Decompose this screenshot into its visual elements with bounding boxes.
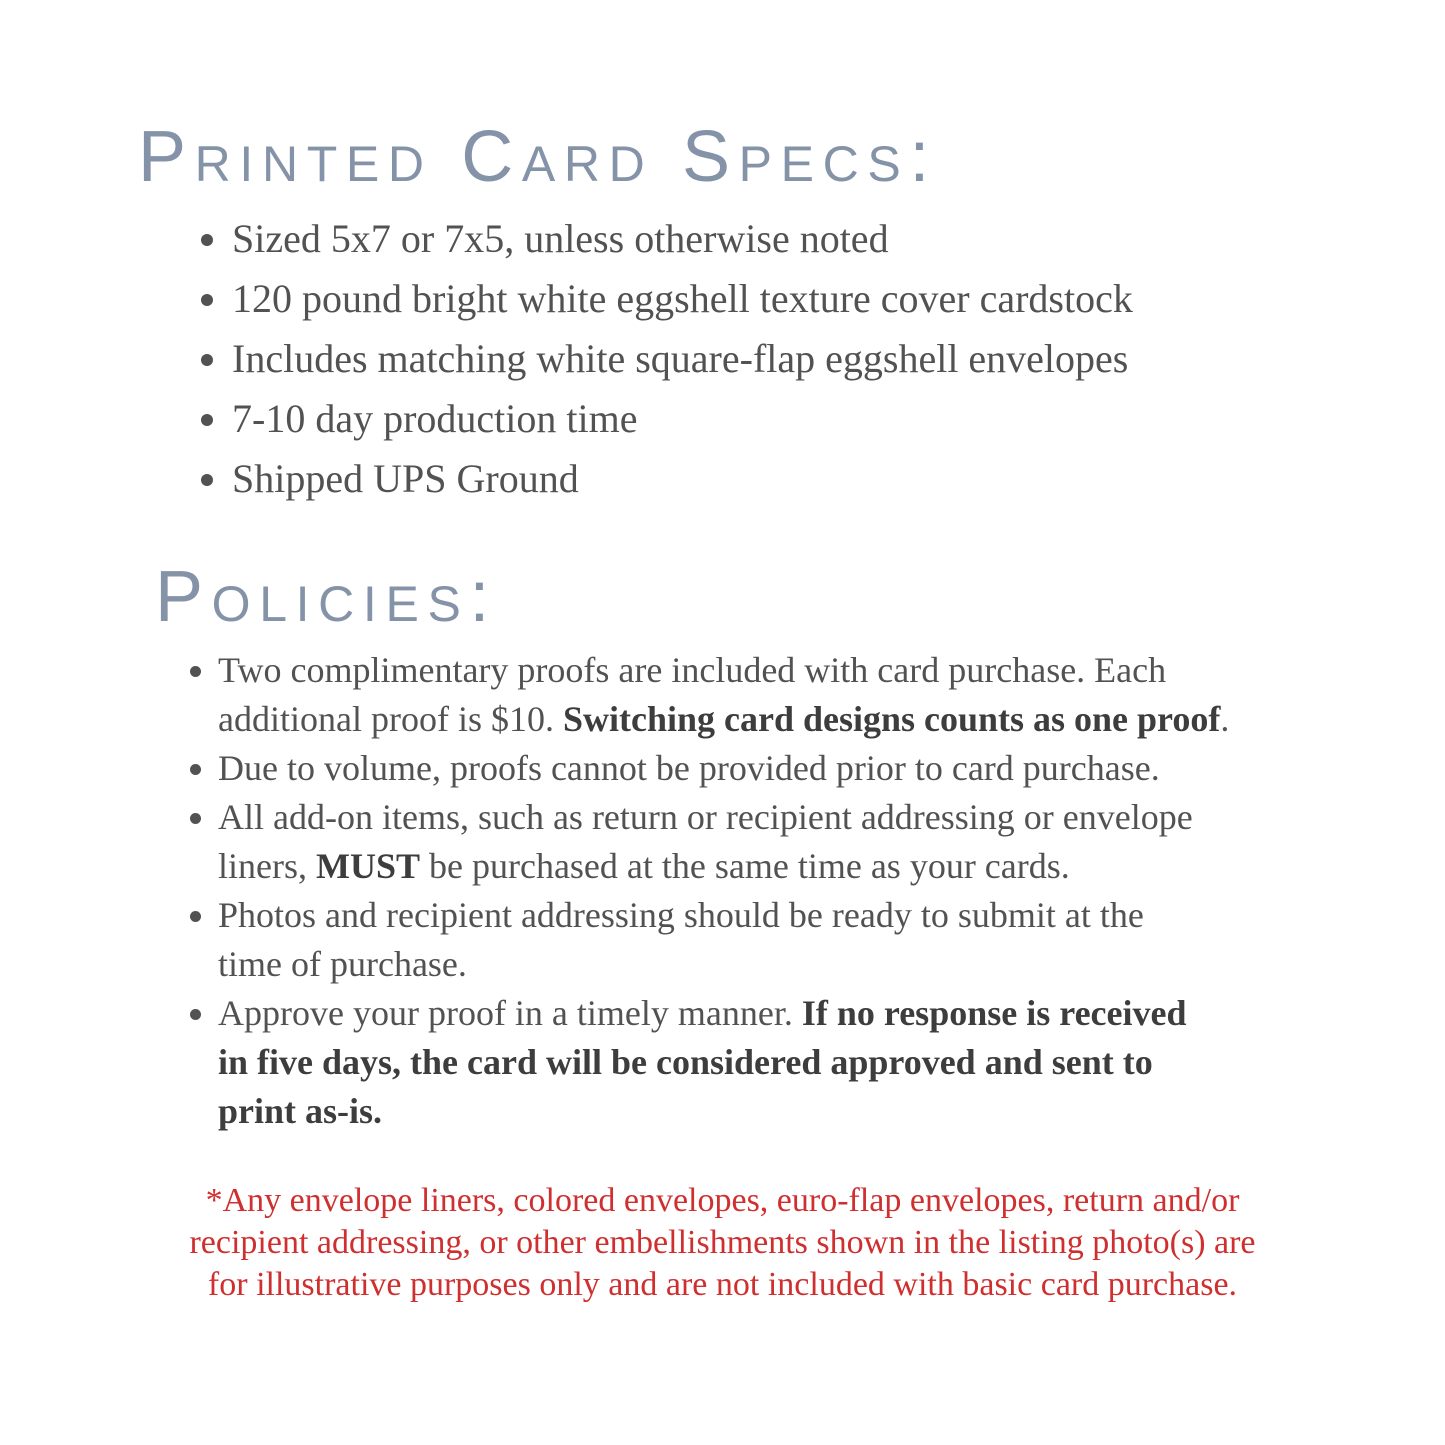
text-line: • Due to volume, proofs cannot be provided prior to card purchase.	[218, 748, 1160, 788]
text-line: in five days, the card will be considered approved and sent to	[218, 1042, 1153, 1082]
text-line: • Shipped UPS Ground	[232, 456, 579, 501]
spec-item	[232, 329, 1352, 389]
text-line: • 120 pound bright white eggshell texture cover cardstock	[232, 276, 1133, 321]
policy-item	[218, 646, 1358, 744]
disclaimer-note	[0, 1180, 1445, 1306]
text-line: • 7-10 day production time	[232, 396, 638, 441]
text-line: for illustrative purposes only and are not included with basic card purchase.	[207, 1266, 1238, 1303]
policy-item	[218, 744, 1358, 793]
text-line: • Approve your proof in a timely manner. If no response is received	[218, 993, 1187, 1033]
spec-item	[232, 209, 1352, 269]
policies-heading: Policies:	[155, 557, 499, 637]
text-line: time of purchase.	[218, 944, 467, 984]
specs-heading: Printed Card Specs:	[138, 117, 939, 197]
text-line: additional proof is $10. Switching card designs counts as one proof.	[218, 699, 1230, 739]
spec-item	[232, 269, 1352, 329]
policy-item	[218, 891, 1358, 989]
text-line: • All add-on items, such as return or recipient addressing or envelope	[218, 797, 1193, 837]
text-line: • Includes matching white square-flap eggshell envelopes	[232, 336, 1129, 381]
text-line: print as-is.	[218, 1091, 383, 1131]
policy-item	[218, 793, 1358, 891]
specs-list	[0, 209, 1352, 509]
spec-item	[232, 449, 1352, 509]
spec-item	[232, 389, 1352, 449]
text-line: • Photos and recipient addressing should be ready to submit at the	[218, 895, 1144, 935]
policy-item	[218, 989, 1358, 1136]
text-line: recipient addressing, or other embellishments shown in the listing photo(s) are	[189, 1224, 1256, 1261]
text-line: liners, MUST be purchased at the same time as your cards.	[218, 846, 1070, 886]
text-line: *Any envelope liners, colored envelopes, euro-flap envelopes, return and/or	[205, 1182, 1240, 1219]
text-line: • Two complimentary proofs are included with card purchase. Each	[218, 650, 1167, 690]
disclaimer-text	[0, 1180, 1445, 1306]
policies-list	[0, 646, 1358, 1136]
text-line: • Sized 5x7 or 7x5, unless otherwise noted	[232, 216, 889, 261]
